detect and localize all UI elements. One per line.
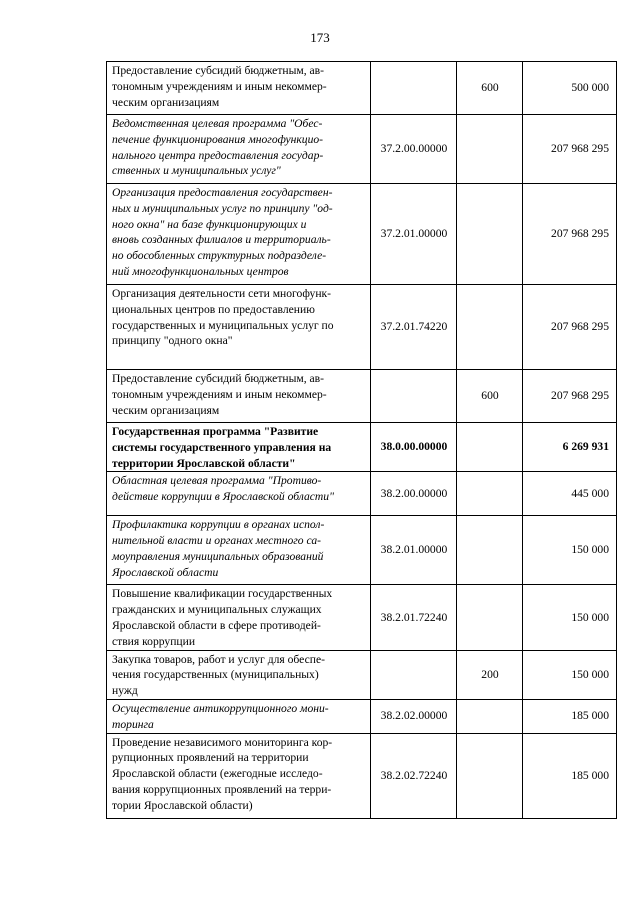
expense-type-cell: 600	[457, 370, 523, 423]
table-row	[107, 585, 617, 650]
item-name-cell: Организация деятельности сети многофунк- циональных центров по предоставлению государственных и муниципальных услуг по принципу "одного окна"	[107, 285, 371, 370]
expense-type-cell	[457, 115, 523, 184]
amount-cell: 207 968 295	[523, 115, 617, 184]
amount-cell: 150 000	[523, 650, 617, 699]
table-row	[107, 285, 617, 370]
budget-table-body	[107, 62, 617, 819]
table-row	[107, 370, 617, 423]
item-name-cell: Профилактика коррупции в органах испол- нительной власти и органах местного са- моуправления муниципальных образований Ярославской области	[107, 516, 371, 585]
expense-type-cell	[457, 285, 523, 370]
expense-type-cell	[457, 423, 523, 472]
table-row	[107, 699, 617, 733]
item-name-cell: Государственная программа "Развитие системы государственного управления на территории Ярославской области"	[107, 423, 371, 472]
amount-cell: 185 000	[523, 699, 617, 733]
expense-type-cell: 200	[457, 650, 523, 699]
target-code-cell	[371, 370, 457, 423]
amount-cell: 207 968 295	[523, 184, 617, 285]
item-name-cell: Ведомственная целевая программа "Обес- печение функционирования многофункцио- нального центра предоставления государ- ственных и муниципальных услуг"	[107, 115, 371, 184]
target-code-cell	[371, 650, 457, 699]
target-code-cell: 38.2.00.00000	[371, 472, 457, 516]
amount-cell: 150 000	[523, 585, 617, 650]
expense-type-cell	[457, 516, 523, 585]
table-row	[107, 62, 617, 115]
table-row	[107, 184, 617, 285]
target-code-cell	[371, 62, 457, 115]
item-name-cell: Проведение независимого мониторинга кор- рупционных проявлений на территории Ярославской области (ежегодные исследо- вания коррупционных проявлений на терри- тории Ярославской области)	[107, 733, 371, 818]
item-name-cell: Закупка товаров, работ и услуг для обеспе- чения государственных (муниципальных) нужд	[107, 650, 371, 699]
table-row	[107, 516, 617, 585]
item-name-cell: Организация предоставления государствен- ных и муниципальных услуг по принципу "од- ного окна" на базе функционирующих и вновь созданных филиалов и территориаль- но обособленных структурных подразделе- ний многофункциональных центров	[107, 184, 371, 285]
table-row	[107, 115, 617, 184]
expense-type-cell	[457, 699, 523, 733]
table-row	[107, 650, 617, 699]
amount-cell: 150 000	[523, 516, 617, 585]
table-row	[107, 472, 617, 516]
target-code-cell: 37.2.01.00000	[371, 184, 457, 285]
expense-type-cell	[457, 472, 523, 516]
target-code-cell: 38.2.01.00000	[371, 516, 457, 585]
target-code-cell: 38.2.02.00000	[371, 699, 457, 733]
item-name-cell: Осуществление антикоррупционного мони- торинга	[107, 699, 371, 733]
amount-cell: 6 269 931	[523, 423, 617, 472]
budget-table	[106, 61, 617, 819]
amount-cell: 207 968 295	[523, 370, 617, 423]
item-name-cell: Областная целевая программа "Противо- действие коррупции в Ярославской области"	[107, 472, 371, 516]
expense-type-cell	[457, 184, 523, 285]
target-code-cell: 38.0.00.00000	[371, 423, 457, 472]
expense-type-cell: 600	[457, 62, 523, 115]
table-row	[107, 733, 617, 818]
page-number: 173	[310, 30, 330, 45]
table-row	[107, 423, 617, 472]
target-code-cell: 38.2.01.72240	[371, 585, 457, 650]
amount-cell: 185 000	[523, 733, 617, 818]
item-name-cell: Предоставление субсидий бюджетным, ав- тономным учреждениям и иным некоммер- ческим организациям	[107, 370, 371, 423]
target-code-cell: 38.2.02.72240	[371, 733, 457, 818]
expense-type-cell	[457, 733, 523, 818]
target-code-cell: 37.2.00.00000	[371, 115, 457, 184]
item-name-cell: Повышение квалификации государственных гражданских и муниципальных служащих Ярославской области в сфере противодей- ствия коррупции	[107, 585, 371, 650]
item-name-cell: Предоставление субсидий бюджетным, ав- тономным учреждениям и иным некоммер- ческим организациям	[107, 62, 371, 115]
expense-type-cell	[457, 585, 523, 650]
amount-cell: 445 000	[523, 472, 617, 516]
amount-cell: 500 000	[523, 62, 617, 115]
amount-cell: 207 968 295	[523, 285, 617, 370]
target-code-cell: 37.2.01.74220	[371, 285, 457, 370]
